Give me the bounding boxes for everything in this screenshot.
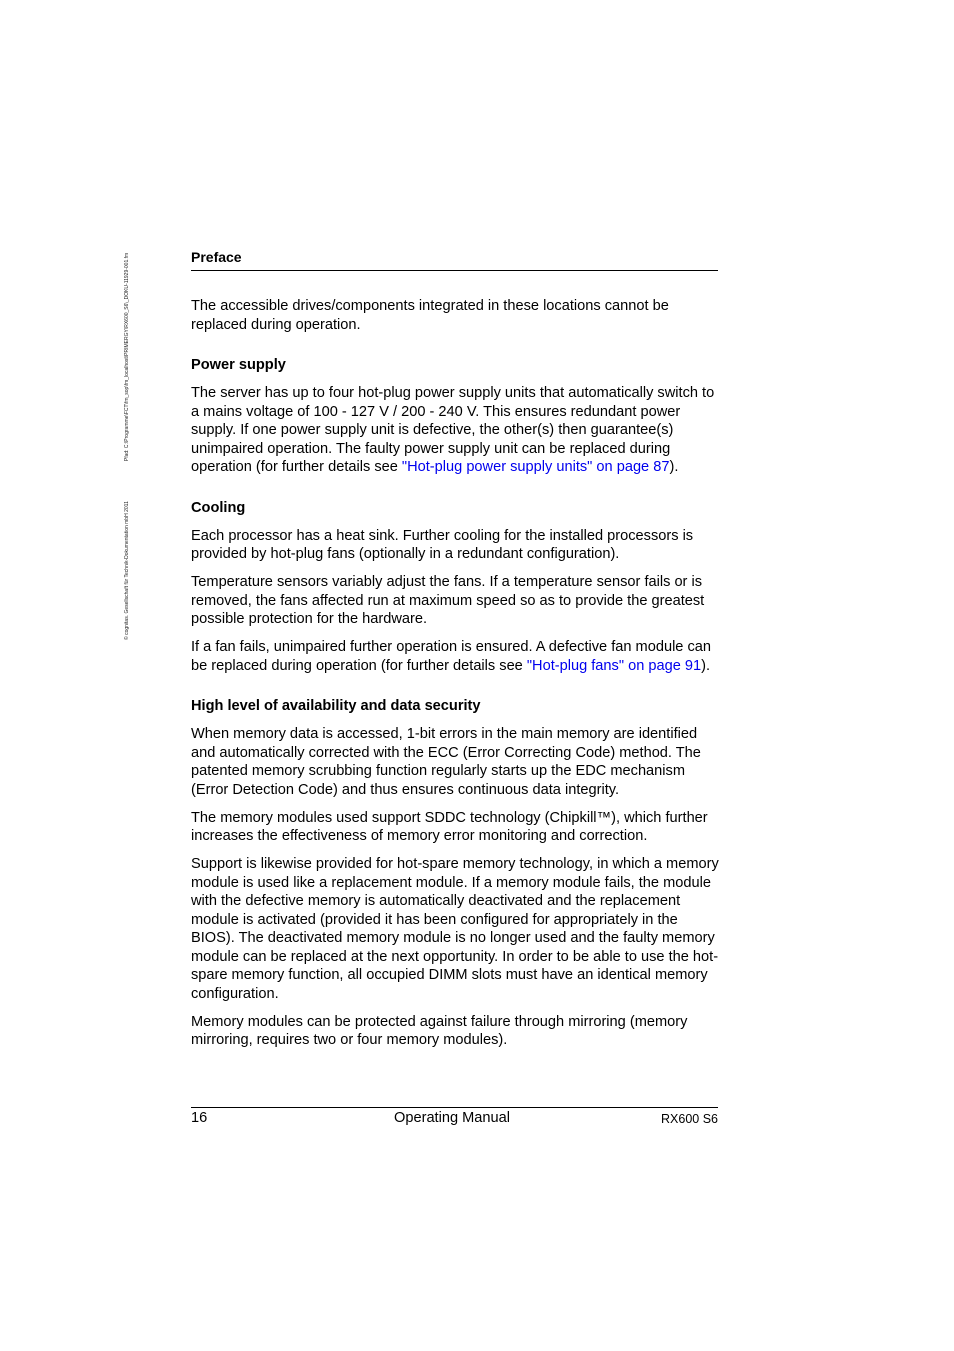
availability-heading: High level of availability and data security — [191, 698, 481, 714]
cooling-paragraph-3 — [191, 638, 721, 675]
power-supply-paragraph — [191, 384, 721, 477]
page-number: 16 — [191, 1110, 208, 1126]
intro-paragraph: The accessible drives/components integrated in these locations cannot be replaced during operation. — [191, 298, 669, 333]
page-content — [191, 297, 721, 1059]
cooling-text: If a fan fails, unimpaired further operation is ensured. A defective fan module can be replaced during operation (for further details see — [191, 639, 712, 674]
footer-product-name: RX600 S6 — [661, 1112, 718, 1126]
availability-paragraph-3: Support is likewise provided for hot-spare memory technology, in which a memory module is used like a replacement module. If a memory module fails, the module with the defective memory is automatically deactivated and the replacement module is activated (provided it has been configured for appropriately in the BIOS). The deactivated memory module is no longer used and the faulty memory module can be replaced at the next opportunity. In order to be able to use the hot-spare memory function, all occupied DIMM slots must have an identical memory configuration. — [191, 856, 719, 1002]
file-path-note: Pfad: C:\Programme\FCT\fm_sop\fm_localhost\PRIMERGY\RX600_S6\_DOKU-11929-001.fm — [124, 252, 130, 462]
power-supply-heading: Power supply — [191, 357, 286, 373]
availability-paragraph-2: The memory modules used support SDDC technology (Chipkill™), which further increases the effectiveness of memory error monitoring and correction. — [191, 809, 708, 844]
cooling-heading: Cooling — [191, 499, 246, 516]
footer-manual-title: Operating Manual — [394, 1110, 511, 1126]
footer-rule — [191, 1107, 718, 1108]
header-rule — [191, 270, 718, 271]
power-text-end: ). — [669, 459, 679, 475]
cooling-text-end: ). — [701, 657, 711, 674]
power-supply-link[interactable]: "Hot-plug power supply units" on page 87 — [401, 459, 670, 475]
power-text: The server has up to four hot-plug power supply units that automatically switch to a mains voltage of 100 - 127 V / 200 - 240 V. This ensures redundant power supply. If one power supply unit is defective, the other(s) then guarantee(s) unimpaired operation. The faulty power supply unit can be replaced during operation (for further details see — [191, 385, 715, 475]
page-header-title: Preface — [191, 249, 242, 265]
copyright-note: © cognitas. Gesellschaft für Technik-Dokumentation mbH 2011 — [124, 501, 130, 640]
side-margin-text — [122, 240, 132, 640]
hot-plug-fans-link[interactable]: "Hot-plug fans" on page 91 — [526, 657, 702, 674]
availability-paragraph-1: When memory data is accessed, 1-bit errors in the main memory are identified and automatically corrected with the ECC (Error Correcting Code) method. The patented memory scrubbing function regularly starts up the EDC mechanism (Error Detection Code) and thus ensures continuous data integrity. — [191, 726, 701, 798]
cooling-paragraph-2: Temperature sensors variably adjust the fans. If a temperature sensor fails or is removed, the fans affected run at maximum speed so as to provide the greatest possible protection for the hardware. — [191, 574, 705, 627]
availability-paragraph-4: Memory modules can be protected against failure through mirroring (memory mirroring, requires two or four memory modules). — [191, 1013, 688, 1048]
cooling-paragraph-1: Each processor has a heat sink. Further cooling for the installed processors is provided by hot-plug fans (optionally in a redundant configuration). — [191, 527, 694, 562]
